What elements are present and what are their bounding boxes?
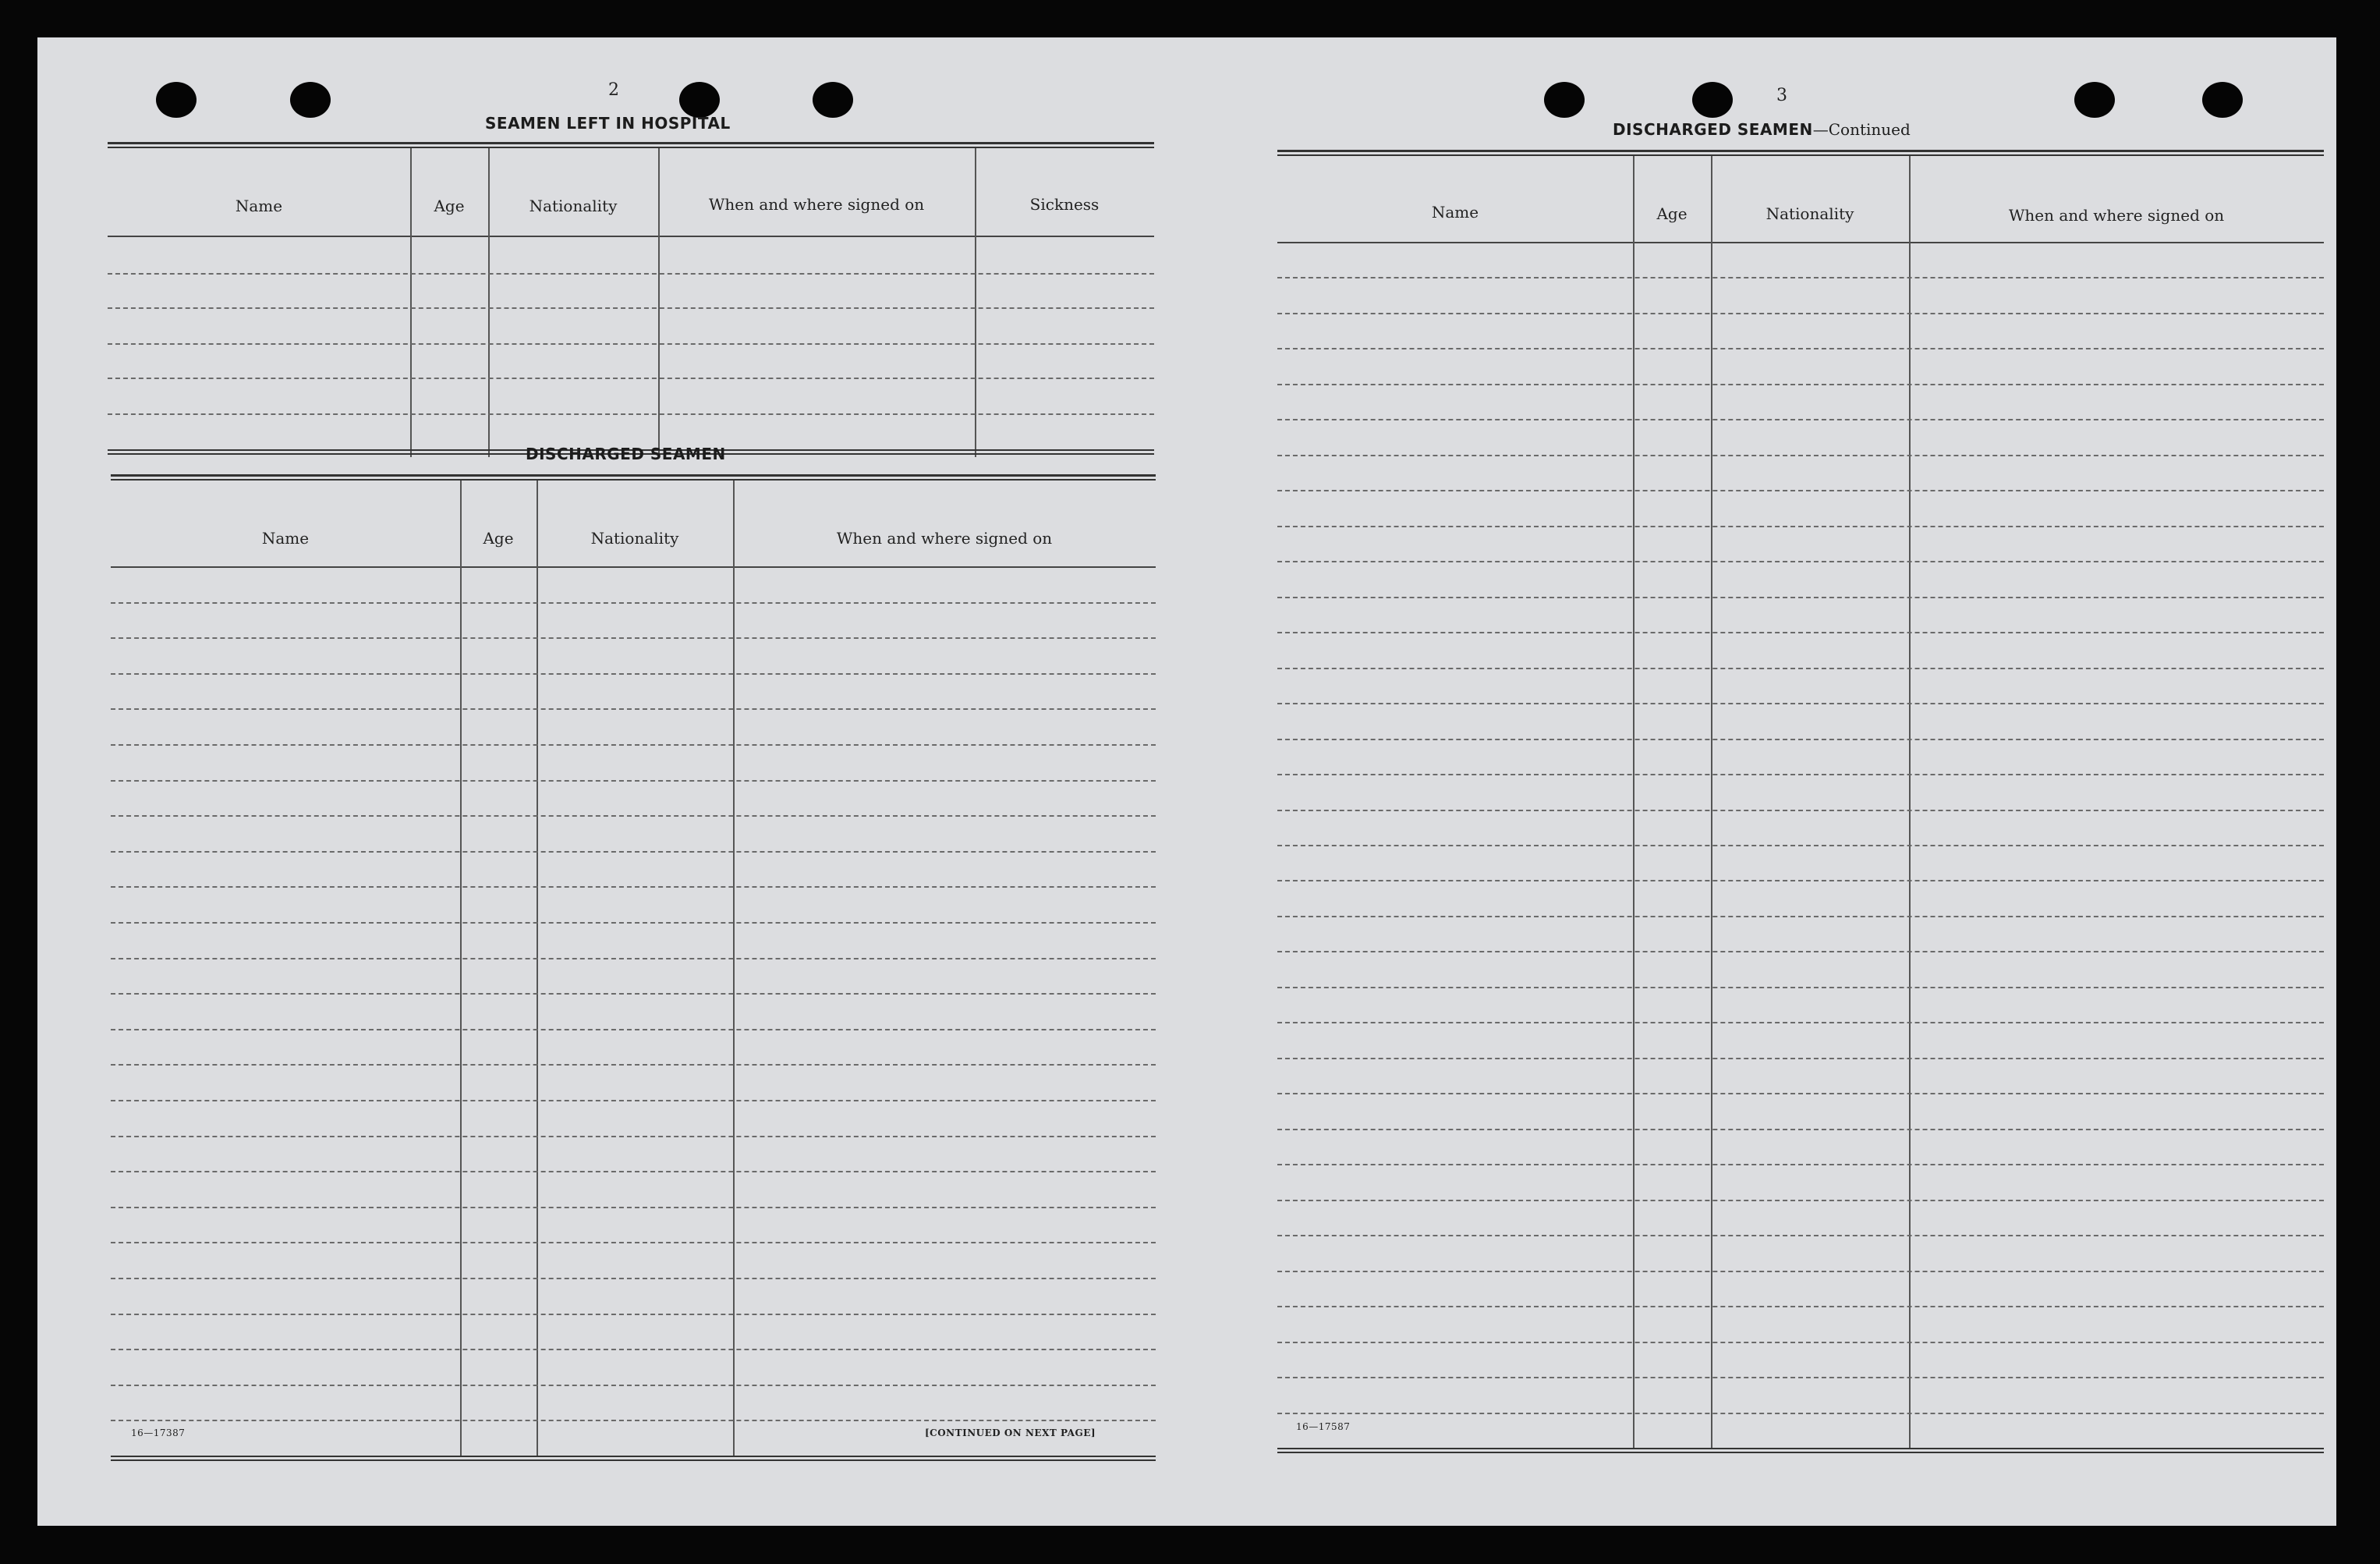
- column-header-signed-on: When and where signed on: [836, 529, 1053, 548]
- row-rule: [111, 1420, 1156, 1421]
- discharged-continued-title-suffix: —Continued: [1812, 120, 1911, 139]
- row-rule: [1277, 384, 2324, 385]
- row-rule: [1277, 455, 2324, 456]
- form-number-left: 16—17387: [131, 1427, 186, 1438]
- row-rule: [1277, 1271, 2324, 1272]
- row-rule: [1277, 419, 2324, 420]
- hospital-section-title: SEAMEN LEFT IN HOSPITAL: [485, 114, 731, 133]
- column-header-age: Age: [434, 197, 465, 215]
- row-rule: [1277, 1058, 2324, 1059]
- row-rule: [108, 343, 1154, 345]
- row-rule: [1277, 1413, 2324, 1414]
- row-rule: [111, 958, 1156, 959]
- punch-hole: [2202, 82, 2243, 118]
- column-header-age: Age: [483, 529, 514, 548]
- row-rule: [1277, 526, 2324, 527]
- row-rule: [111, 1314, 1156, 1315]
- row-rule: [111, 922, 1156, 924]
- column-header-age: Age: [1656, 204, 1688, 223]
- punch-hole: [290, 82, 331, 118]
- column-divider: [460, 481, 462, 1456]
- punch-hole: [2074, 82, 2115, 118]
- discharged-section-title: DISCHARGED SEAMEN: [526, 445, 726, 463]
- table-bottom-rule: [111, 1456, 1156, 1461]
- row-rule: [111, 780, 1156, 782]
- column-header-nationality: Nationality: [529, 197, 618, 215]
- column-header-name: Name: [1431, 203, 1479, 222]
- row-rule: [1277, 703, 2324, 704]
- row-rule: [1277, 277, 2324, 278]
- form-sheet: [37, 37, 2336, 1526]
- table-bottom-rule: [1277, 1448, 2324, 1453]
- table-top-rule: [1277, 150, 2324, 156]
- punch-hole: [813, 82, 853, 118]
- row-rule: [1277, 951, 2324, 952]
- column-header-name: Name: [261, 529, 310, 548]
- discharged-continued-table: [1277, 150, 2324, 1456]
- row-rule: [1277, 632, 2324, 633]
- row-rule: [1277, 1377, 2324, 1378]
- row-rule: [1277, 1200, 2324, 1201]
- row-rule: [111, 815, 1156, 817]
- row-rule: [111, 1171, 1156, 1172]
- punch-hole: [1544, 82, 1585, 118]
- row-rule: [111, 1242, 1156, 1243]
- row-rule: [111, 886, 1156, 888]
- row-rule: [111, 993, 1156, 995]
- continued-note: [CONTINUED ON NEXT PAGE]: [925, 1427, 1096, 1438]
- row-rule: [111, 1278, 1156, 1279]
- row-rule: [1277, 1306, 2324, 1307]
- page-number-right: 3: [1776, 86, 1787, 105]
- row-rule: [111, 1100, 1156, 1101]
- row-rule: [1277, 313, 2324, 314]
- header-rule: [111, 566, 1156, 568]
- column-divider: [488, 148, 490, 457]
- header-rule: [108, 236, 1154, 237]
- row-rule: [1277, 880, 2324, 881]
- row-rule: [1277, 561, 2324, 562]
- row-rule: [1277, 845, 2324, 846]
- row-rule: [1277, 668, 2324, 669]
- punch-hole: [1692, 82, 1733, 118]
- column-header-nationality: Nationality: [590, 529, 679, 548]
- column-header-nationality: Nationality: [1766, 204, 1854, 223]
- row-rule: [1277, 597, 2324, 598]
- row-rule: [1277, 490, 2324, 491]
- row-rule: [1277, 1164, 2324, 1165]
- table-top-rule: [111, 474, 1156, 481]
- column-header-name: Name: [235, 197, 283, 215]
- row-rule: [111, 1349, 1156, 1350]
- row-rule: [1277, 1342, 2324, 1343]
- column-divider: [410, 148, 412, 457]
- row-rule: [111, 1207, 1156, 1208]
- row-rule: [111, 673, 1156, 675]
- row-rule: [111, 1064, 1156, 1066]
- form-number-right: 16—17587: [1296, 1421, 1351, 1432]
- row-rule: [108, 273, 1154, 275]
- row-rule: [111, 744, 1156, 746]
- discharged-continued-title: [1613, 120, 1911, 139]
- row-rule: [1277, 1235, 2324, 1236]
- row-rule: [1277, 1022, 2324, 1023]
- row-rule: [1277, 739, 2324, 740]
- row-rule: [111, 851, 1156, 853]
- row-rule: [1277, 987, 2324, 988]
- column-header-signed-on: When and where signed on: [2008, 206, 2225, 225]
- discharged-continued-title-main: DISCHARGED SEAMEN: [1613, 120, 1813, 139]
- row-rule: [1277, 348, 2324, 349]
- column-divider: [733, 481, 735, 1456]
- row-rule: [1277, 774, 2324, 775]
- page-number-left: 2: [608, 80, 619, 100]
- header-rule: [1277, 242, 2324, 243]
- row-rule: [111, 1385, 1156, 1386]
- row-rule: [108, 378, 1154, 379]
- row-rule: [1277, 1093, 2324, 1094]
- table-top-rule: [108, 142, 1154, 148]
- row-rule: [111, 1136, 1156, 1137]
- hospital-table: [108, 142, 1154, 457]
- row-rule: [111, 602, 1156, 604]
- row-rule: [108, 413, 1154, 415]
- row-rule: [111, 637, 1156, 639]
- row-rule: [111, 708, 1156, 710]
- column-header-signed-on: When and where signed on: [708, 195, 925, 214]
- row-rule: [1277, 810, 2324, 811]
- row-rule: [111, 1029, 1156, 1030]
- row-rule: [108, 307, 1154, 309]
- column-divider: [537, 481, 538, 1456]
- row-rule: [1277, 916, 2324, 917]
- row-rule: [1277, 1129, 2324, 1130]
- discharged-table: [111, 474, 1156, 1463]
- column-header-sickness: Sickness: [1029, 195, 1100, 214]
- punch-hole: [679, 82, 720, 118]
- punch-hole: [156, 82, 197, 118]
